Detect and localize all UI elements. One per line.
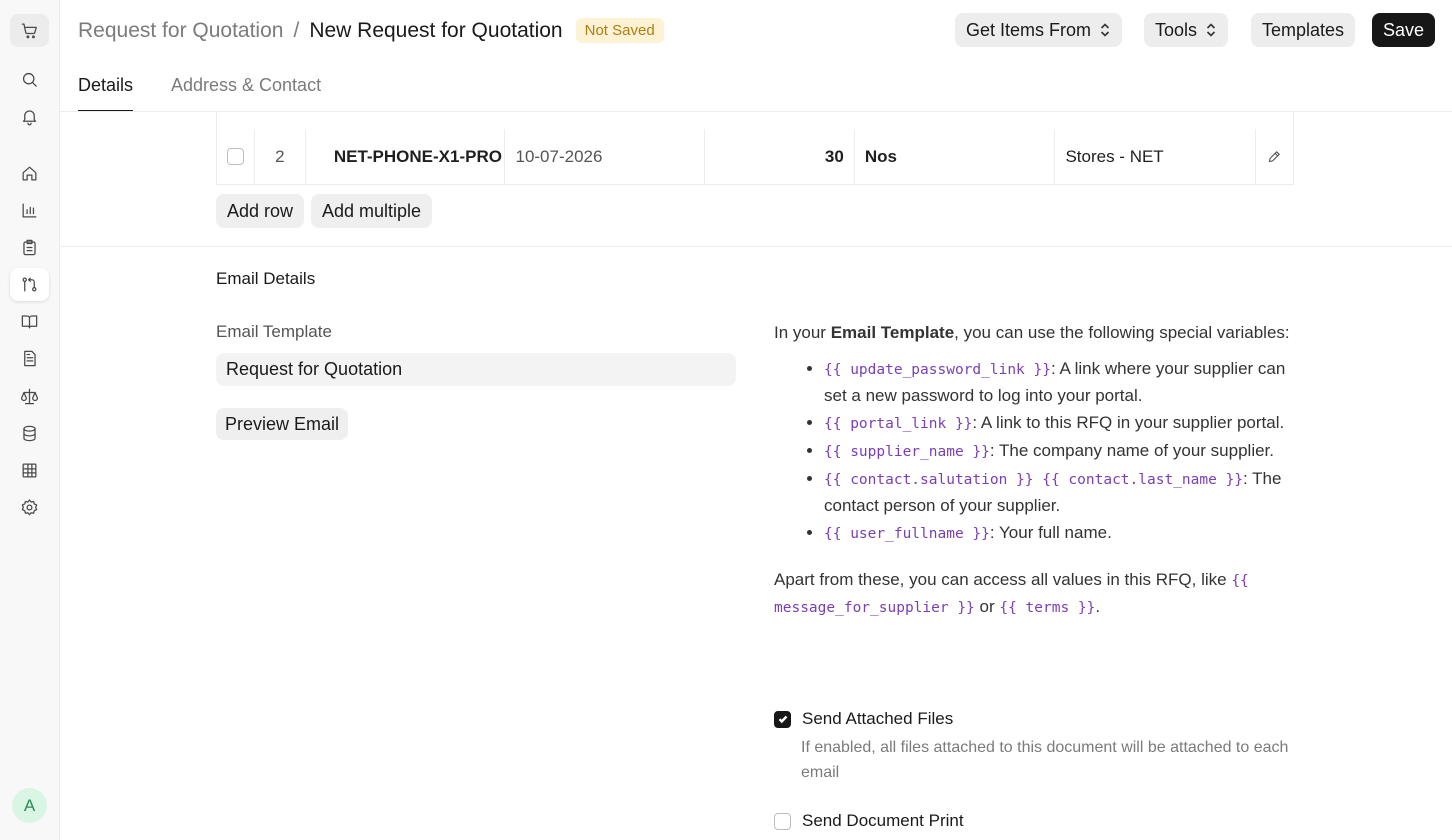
quantity-cell[interactable]: [705, 129, 855, 184]
variables-list: [824, 356, 1304, 547]
list-item: [824, 356, 1304, 409]
checkbox-unchecked-icon[interactable]: [774, 813, 791, 830]
row-index: [255, 129, 306, 184]
get-items-from-button[interactable]: [955, 13, 1122, 47]
book-open-icon[interactable]: [10, 305, 49, 338]
help-after-text: Apart from these, you can access all values in this RFQ, like: [774, 570, 1232, 589]
warehouse-value: Stores - NET: [1065, 146, 1164, 166]
item-code-cell[interactable]: [306, 129, 506, 184]
add-row-button[interactable]: Add row: [216, 194, 304, 228]
help-intro-before: In your: [774, 323, 831, 342]
variable-code: {{ supplier_name }}: [824, 444, 990, 460]
tools-label: Tools: [1155, 19, 1198, 40]
uom-cell[interactable]: [855, 129, 1056, 184]
tab-address-contact[interactable]: Address & Contact: [171, 75, 322, 95]
list-item: [824, 466, 1304, 519]
variable-code: {{ user_fullname }}: [824, 526, 990, 542]
help-after-end: .: [1095, 597, 1101, 616]
variable-desc: : A link where your supplier can set a new password to log into your portal.: [824, 359, 1286, 405]
list-item: [824, 438, 1304, 465]
date-value: 10-07-2026: [515, 146, 603, 166]
section-divider: [60, 246, 1452, 247]
send-attached-files-description: If enabled, all files attached to this document will be attached to each email: [801, 739, 1289, 781]
avatar[interactable]: A: [12, 788, 47, 823]
tab-bar: [60, 62, 1452, 112]
variable-desc: : Your full name.: [989, 523, 1112, 542]
item-code-value: NET-PHONE-X1-PRO: [333, 146, 502, 166]
email-template-help: [774, 320, 1304, 621]
save-button[interactable]: Save: [1372, 13, 1435, 47]
email-template-label: Email Template: [216, 322, 332, 341]
list-item: [824, 520, 1304, 547]
chevron-up-down-icon: [1205, 22, 1217, 38]
tab-details[interactable]: Details: [78, 75, 133, 111]
get-items-from-label: Get Items From: [966, 19, 1092, 40]
templates-button[interactable]: Templates: [1251, 13, 1355, 47]
status-badge: Not Saved: [576, 18, 664, 43]
send-document-print-label: Send Document Print: [802, 811, 964, 830]
variable-code: {{ update_password_link }}: [824, 362, 1051, 378]
send-attached-files-checkbox[interactable]: [774, 709, 953, 729]
gear-icon[interactable]: [10, 491, 49, 524]
page-header: [60, 0, 1452, 62]
row-select-cell: [217, 129, 255, 184]
help-after-or: or: [974, 597, 1000, 616]
help-intro-bold: Email Template: [830, 323, 955, 342]
variable-desc: : The contact person of your supplier.: [824, 469, 1282, 515]
table-row[interactable]: [216, 129, 1294, 185]
variable-desc: : The company name of your supplier.: [989, 441, 1274, 460]
email-template-field[interactable]: Request for Quotation: [216, 353, 736, 386]
bar-chart-icon[interactable]: [10, 194, 49, 227]
bell-icon[interactable]: [10, 100, 49, 133]
tools-button[interactable]: [1144, 13, 1228, 47]
page-title: New Request for Quotation: [309, 18, 563, 42]
help-after: [774, 567, 1304, 621]
document-icon[interactable]: [10, 342, 49, 375]
app-logo-cart-icon[interactable]: [10, 14, 49, 47]
variable-code: {{ contact.salutation }} {{ contact.last_name }}: [824, 472, 1244, 488]
clipboard-icon[interactable]: [10, 231, 49, 264]
uom-value: Nos: [864, 146, 897, 166]
breadcrumb: [78, 18, 664, 43]
edit-row-icon[interactable]: [1256, 129, 1293, 184]
chevron-up-down-icon: [1099, 22, 1111, 38]
row-index-value: 2: [275, 146, 285, 166]
breadcrumb-parent-link[interactable]: Request for Quotation: [78, 18, 284, 42]
scale-icon[interactable]: [10, 380, 49, 413]
help-intro: [774, 320, 1304, 346]
required-by-date-cell[interactable]: [505, 129, 705, 184]
warehouse-cell[interactable]: [1055, 129, 1256, 184]
home-icon[interactable]: [10, 157, 49, 190]
help-intro-after: , you can use the following special variables:: [954, 323, 1290, 342]
database-icon[interactable]: [10, 417, 49, 450]
search-icon[interactable]: [10, 63, 49, 96]
buying-workflow-icon[interactable]: [10, 268, 49, 301]
send-document-print-checkbox[interactable]: [774, 811, 964, 831]
sidebar: [0, 0, 60, 840]
variable-code: {{ portal_link }}: [824, 416, 973, 432]
row-checkbox[interactable]: [227, 148, 244, 165]
send-attached-files-label: Send Attached Files: [802, 709, 954, 728]
variable-code: {{ message_for_supplier }}: [774, 573, 1249, 616]
list-item: [824, 410, 1304, 437]
table-icon[interactable]: [10, 454, 49, 487]
section-title: Email Details: [216, 269, 316, 288]
variable-code: {{ terms }}: [999, 600, 1096, 616]
breadcrumb-separator: /: [293, 18, 300, 42]
add-multiple-button[interactable]: Add multiple: [311, 194, 432, 228]
checkbox-checked-icon[interactable]: [774, 711, 791, 728]
variable-desc: : A link to this RFQ in your supplier portal.: [972, 413, 1285, 432]
preview-email-button[interactable]: Preview Email: [216, 408, 348, 440]
items-table-previous-row: [216, 112, 1294, 129]
quantity-value: 30: [824, 146, 844, 166]
